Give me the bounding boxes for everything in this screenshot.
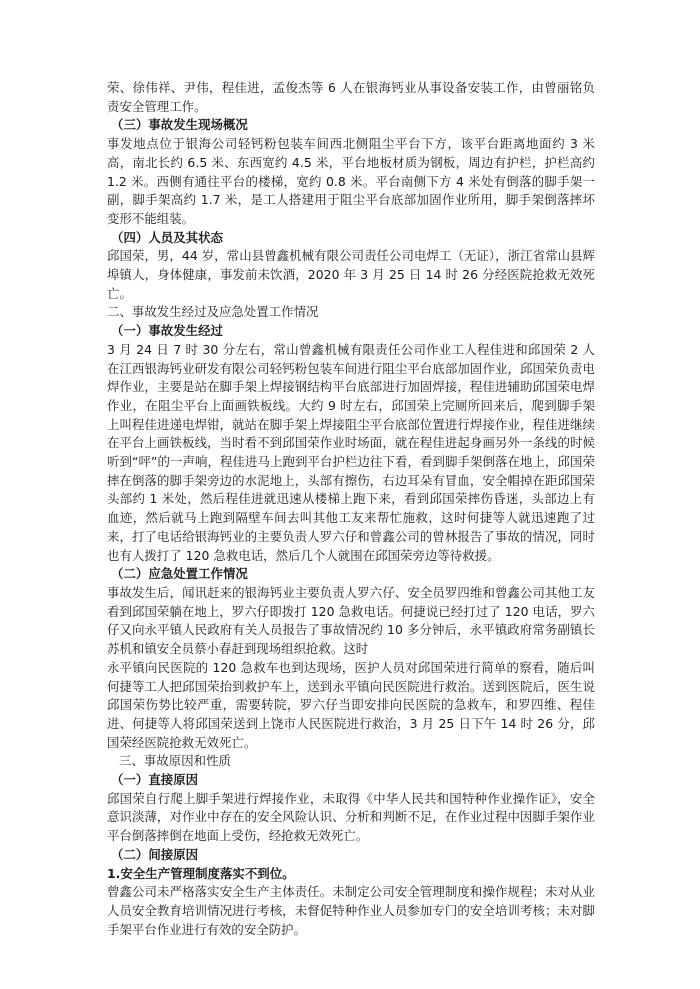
paragraph-body: 邱国荣，男，44 岁，常山县曾鑫机械有限公司责任公司电焊工（无证），浙江省常山县辉埠镇人，身体健康，事发前未饮酒，2020 年 3 月 25 日 14 时 26 分经医院抢救无效死亡。 — [107, 248, 595, 301]
paragraph-body: 永平镇向民医院的 120 急救车也到达现场，医护人员对邱国荣进行简单的察看，随后叫何捷等工人把邱国荣抬到救护车上，送到永平镇向民医院进行救治。送到医院后，医生说邱国荣伤势比较严重，需要转院，罗六仔当即安排向民医院的急救车，和罗四维、程佳进、何捷等人将邱国荣送到上饶市人民医院进行救治，3 月 25 日下午 14 时 26 分，邱国荣经医院抢救无效死亡。 — [107, 659, 595, 750]
heading-site-overview: （三）事故发生现场概况 — [111, 117, 248, 133]
subheading-management: 1.安全生产管理制度落实不到位。 — [107, 865, 295, 881]
section-title-process: 二、事故发生经过及应急处置工作情况 — [107, 304, 319, 320]
heading-accident-process: （一）事故发生经过 — [111, 323, 223, 339]
heading-emergency-response: （二）应急处置工作情况 — [111, 566, 248, 582]
paragraph-body: 邱国荣自行爬上脚手架进行焊接作业，未取得《中华人民共和国特种作业操作证》，安全意识淡薄，对作业中存在的安全风险认识、分析和判断不足，在作业过程中因脚手架作业平台倒落摔倒在地面上受伤，经抢救无效死亡。 — [107, 790, 595, 844]
paragraph-body: 事故发生后，闻讯赶来的银海钙业主要负责人罗六仔、安全员罗四维和曾鑫公司其他工友看到邱国荣躺在地上，罗六仔即拨打 120 急救电话。何捷说已经打过了 120 电话，罗六仔又向永平镇人民政府有关人员报告了事故情况约 10 多分钟后，永平镇政府常务副镇长苏机和镇安全员蔡小春赶到现场组织抢救。这时 — [107, 584, 595, 657]
section-title-causes: 三、事故原因和性质 — [119, 753, 231, 769]
heading-indirect-cause: （二）间接原因 — [111, 846, 199, 862]
paragraph-body: 荣、徐伟祥、尹伟，程佳进，孟俊杰等 6 人在银海钙业从事设备安装工作，由曾丽铭负责安全管理工作。 — [107, 80, 595, 114]
paragraph-body: 曾鑫公司未严格落实安全生产主体责任。未制定公司安全管理制度和操作规程；未对从业人员安全教育培训情况进行考核，未督促特种作业人员参加专门的安全培训考核；未对脚手架平台作业进行有效的安全防护。 — [107, 884, 595, 937]
document-page — [107, 79, 595, 939]
paragraph-body: 事发地点位于银海公司轻钙粉包装车间西北侧阻尘平台下方，该平台距离地面约 3 米高，南北长约 6.5 米、东西宽约 4.5 米，平台地板材质为钢板，周边有护栏，护栏高约 1.2 米。西侧有通往平台的楼梯，宽约 0.8 米。平台南侧下方 4 米处有倒落的脚手架一副，脚手架高约 1.7 米，是工人搭建用于阻尘平台底部加固作业所用，脚手架倒落摔坏变形不能组装。 — [107, 136, 595, 226]
paragraph-body: 3 月 24 日 7 时 30 分左右，常山曾鑫机械有限责任公司作业工人程佳进和邱国荣 2 人在江西银海钙业研发有限公司轻钙粉包装车间进行阻尘平台底部加固作业，邱国荣负责电焊作业，主要是站在脚手架上焊接钢结构平台底部进行加固焊接，程佳进辅助邱国荣电焊作业，在阻尘平台上面画铁板线。大约 9 时左右，邱国荣上完厕所回来后，爬到脚手架上叫程佳进递电焊钳，就站在脚手架上焊接阻尘平台底部位置进行焊接作业，程佳进继续在平台上画铁板线，当时看不到邱国荣作业时场面，就在程佳进起身画另外一条线的时候听到“呯”的一声响，程佳进马上跑到平台护栏边往下看，看到脚手架倒落在地上，邱国荣摔在倒落的脚手架旁边的水泥地上，头部有擦伤，右边耳朵有冒血，安全帽掉在距邱国荣头部约 1 米处，然后程佳进就迅速从楼梯上跑下来，看到邱国荣摔伤昏迷，头部边上有血迹，然后就马上跑到隔壁车间去叫其他工友来帮忙施救，这时何捷等人就迅速跑了过来，打了电话给银海钙业的主要负责人罗六仔和曾鑫公司的曾林报告了事故的情况，同时也有人拨打了 120 急救电话，然后几个人就围在邱国荣旁边等待救援。 — [107, 341, 595, 563]
heading-direct-cause: （一）直接原因 — [111, 772, 199, 788]
heading-personnel-status: （四）人员及其状态 — [111, 229, 223, 245]
